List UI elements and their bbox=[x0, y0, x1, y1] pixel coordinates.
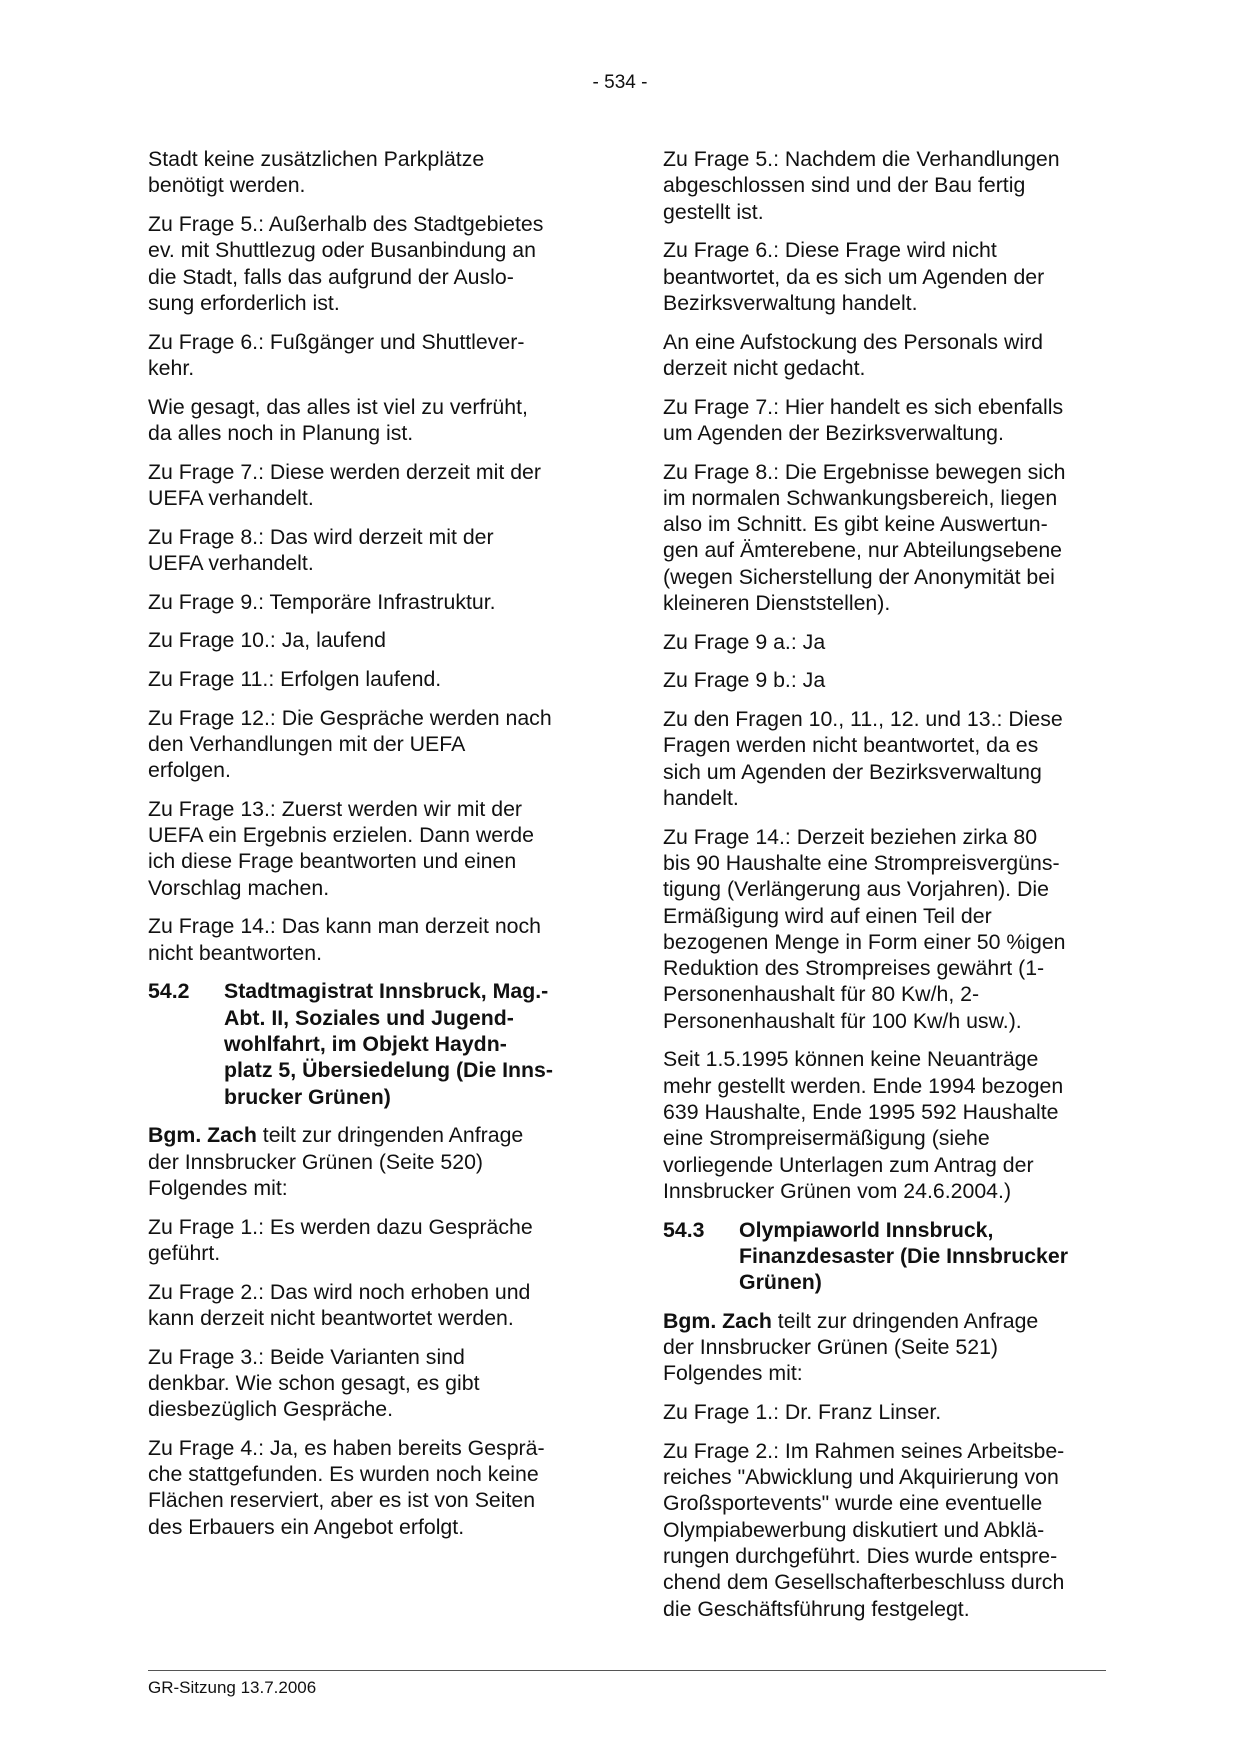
paragraph: Stadt keine zusätzlichen Parkplätze benötigt werden. bbox=[148, 147, 485, 198]
paragraph: Zu Frage 5.: Außerhalb des Stadtgebietes ev. mit Shuttlezug oder Busanbindung an die Stadt, falls das aufgrund der Auslo- sung erforderlich ist. bbox=[148, 211, 544, 315]
paragraph: Zu Frage 5.: Nachdem die Verhandlungen abgeschlossen sind und der Bau fertig gestellt ist. bbox=[663, 147, 1060, 224]
paragraph: Zu Frage 8.: Die Ergebnisse bewegen sich im normalen Schwankungsbereich, liegen also im Schnitt. Es gibt keine Auswertun- gen auf Ämterebene, nur Abteilungsebene (wegen Sicherstellung der Anonymität bei kleineren Dienststellen). bbox=[663, 459, 1066, 616]
intro-text: teilt zur dringenden Anfrage der Innsbrucker Grünen (Seite 521) Folgendes mit: bbox=[663, 1308, 1039, 1386]
section-heading-54-3 bbox=[663, 1217, 1106, 1296]
paragraph: Zu Frage 2.: Im Rahmen seines Arbeitsbe- reiches "Abwicklung und Akquirierung von Großsportevents" wurde eine eventuelle Olympiabewerbung diskutiert und Abklä- rungen durchgeführt. Dies wurde entspre- chend dem Gesellschafterbeschluss durch die Geschäftsführung festgelegt. bbox=[663, 1438, 1065, 1621]
section-title: Stadtmagistrat Innsbruck, Mag.- Abt. II, Soziales und Jugend- wohlfahrt, im Objekt Haydn- platz 5, Übersiedelung (Die Inns- brucker Grünen) bbox=[224, 979, 553, 1109]
footer-session-label: GR-Sitzung 13.7.2006 bbox=[148, 1678, 317, 1697]
paragraph: Zu Frage 10.: Ja, laufend bbox=[148, 628, 386, 653]
paragraph: Zu Frage 4.: Ja, es haben bereits Gesprä- che stattgefunden. Es wurden noch keine Flächen reserviert, aber es ist von Seiten des Erbauers ein Angebot erfolgt. bbox=[148, 1435, 545, 1539]
paragraph: Zu Frage 3.: Beide Varianten sind denkbar. Wie schon gesagt, es gibt diesbezüglich Gespräche. bbox=[148, 1344, 480, 1422]
paragraph: Zu Frage 14.: Das kann man derzeit noch nicht beantworten. bbox=[148, 914, 542, 965]
left-column bbox=[148, 146, 591, 1552]
paragraph: Zu Frage 2.: Das wird noch erhoben und kann derzeit nicht beantwortet werden. bbox=[148, 1279, 531, 1330]
speaker-name: Bgm. Zach bbox=[148, 1123, 257, 1148]
right-column bbox=[663, 146, 1106, 1634]
paragraph: An eine Aufstockung des Personals wird derzeit nicht gedacht. bbox=[663, 329, 1044, 380]
paragraph: Zu Frage 9.: Temporäre Infrastruktur. bbox=[148, 589, 496, 614]
paragraph: Zu Frage 7.: Hier handelt es sich ebenfalls um Agenden der Bezirksverwaltung. bbox=[663, 394, 1064, 445]
paragraph: Zu Frage 1.: Es werden dazu Gespräche geführt. bbox=[148, 1214, 533, 1265]
paragraph: Zu Frage 11.: Erfolgen laufend. bbox=[148, 666, 442, 691]
intro-paragraph bbox=[663, 1308, 1106, 1387]
paragraph: Zu Frage 9 b.: Ja bbox=[663, 668, 826, 693]
paragraph: Zu Frage 8.: Das wird derzeit mit der UEFA verhandelt. bbox=[148, 524, 494, 575]
section-heading-54-2 bbox=[148, 978, 591, 1109]
paragraph: Zu Frage 9 a.: Ja bbox=[663, 629, 826, 654]
section-number: 54.3 bbox=[663, 1217, 705, 1242]
page-number: - 534 - bbox=[592, 72, 648, 93]
paragraph: Zu Frage 1.: Dr. Franz Linser. bbox=[663, 1400, 942, 1425]
section-title: Olympiaworld Innsbruck, Finanzdesaster (Die Innsbrucker Grünen) bbox=[739, 1217, 1069, 1295]
paragraph: Zu Frage 13.: Zuerst werden wir mit der UEFA ein Ergebnis erzielen. Dann werde ich diese Frage beantworten und einen Vorschlag machen. bbox=[148, 796, 534, 900]
intro-paragraph bbox=[148, 1122, 591, 1201]
paragraph: Zu Frage 14.: Derzeit beziehen zirka 80 bis 90 Haushalte eine Strompreisvergüns- tigung (Verlängerung aus Vorjahren). Die Ermäßigung wird auf einen Teil der bezogenen Menge in Form einer 50 %igen Reduktion des Strompreises gewährt (1- Personenhaushalt für 80 Kw/h, 2- Personenhaushalt für 100 Kw/h usw.). bbox=[663, 824, 1066, 1033]
paragraph: Zu Frage 6.: Fußgänger und Shuttlever- kehr. bbox=[148, 329, 525, 380]
paragraph: Zu Frage 6.: Diese Frage wird nicht beantwortet, da es sich um Agenden der Bezirksverwaltung handelt. bbox=[663, 238, 1045, 315]
footer-divider bbox=[148, 1670, 1106, 1671]
intro-text: teilt zur dringenden Anfrage der Innsbrucker Grünen (Seite 520) Folgendes mit: bbox=[148, 1123, 524, 1200]
section-number: 54.2 bbox=[148, 979, 190, 1004]
paragraph: Wie gesagt, das alles ist viel zu verfrüht, da alles noch in Planung ist. bbox=[148, 394, 528, 445]
paragraph: Seit 1.5.1995 können keine Neuanträge mehr gestellt werden. Ende 1994 bezogen 639 Haushalte, Ende 1995 592 Haushalte eine Strompreisermäßigung (siehe vorliegende Unterlagen zum Antrag der Innsbrucker Grünen vom 24.6.2004.) bbox=[663, 1047, 1064, 1203]
paragraph: Zu Frage 12.: Die Gespräche werden nach den Verhandlungen mit der UEFA erfolgen. bbox=[148, 705, 552, 783]
paragraph: Zu Frage 7.: Diese werden derzeit mit der UEFA verhandelt. bbox=[148, 459, 541, 510]
speaker-name: Bgm. Zach bbox=[663, 1308, 772, 1333]
paragraph: Zu den Fragen 10., 11., 12. und 13.: Diese Fragen werden nicht beantwortet, da es sich um Agenden der Bezirksverwaltung handelt. bbox=[663, 707, 1063, 810]
